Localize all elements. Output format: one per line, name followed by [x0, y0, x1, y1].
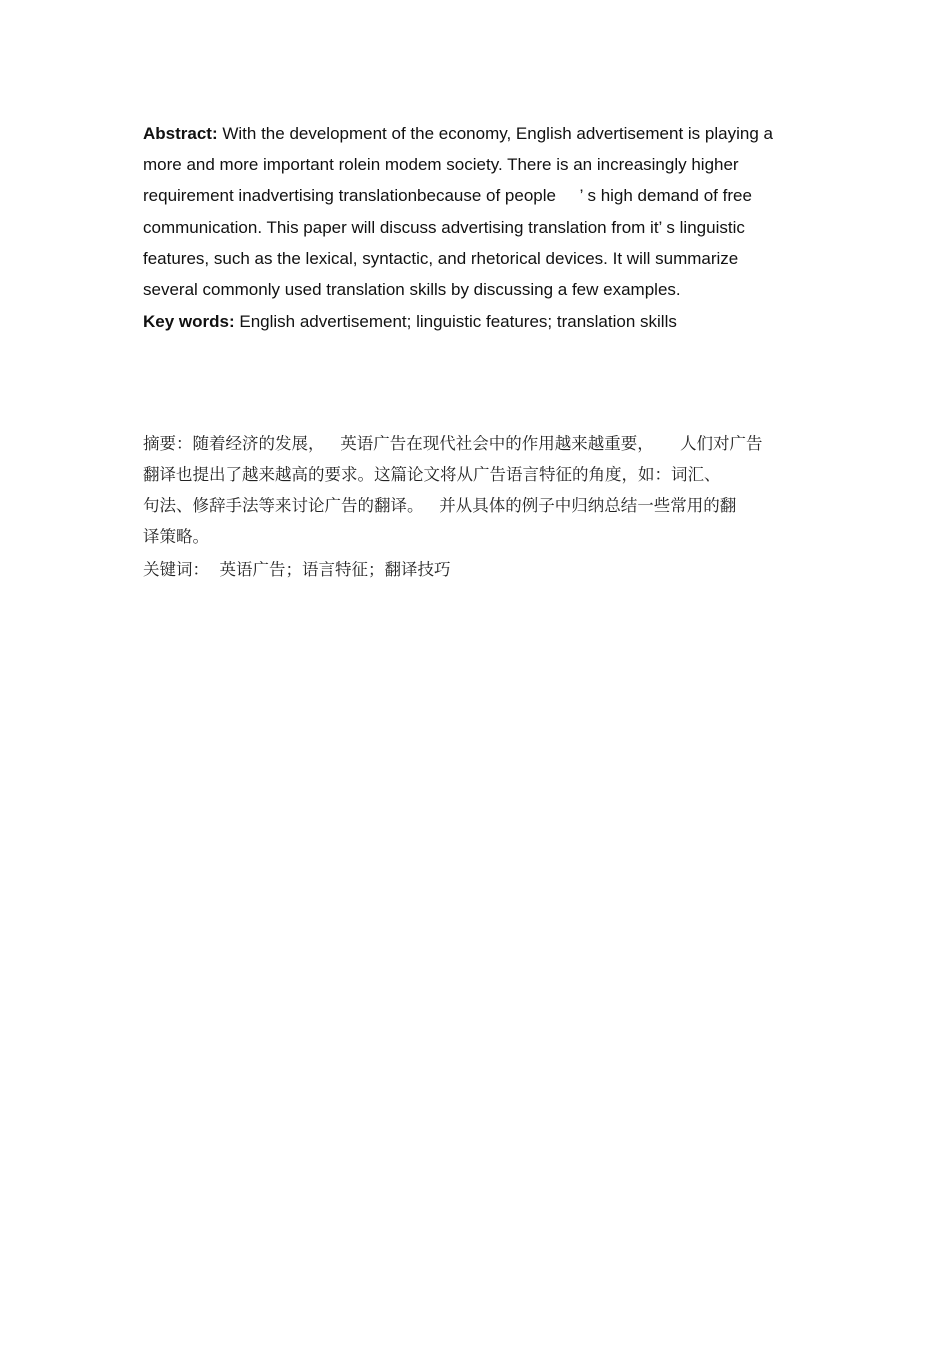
- zh-abstract-line-3: 句法、修辞手法等来讨论广告的翻译。 并从具体的例子中归纳总结一些常用的翻: [143, 496, 737, 515]
- english-keywords: [143, 306, 823, 337]
- abstract-line-5: features, such as the lexical, syntactic, and rhetorical devices. It will summarize: [143, 248, 739, 268]
- abstract-line-1: [143, 118, 823, 149]
- abstract-label: Abstract:: [143, 124, 218, 143]
- chinese-keywords: [143, 554, 808, 585]
- english-abstract: [143, 118, 823, 305]
- zh-abstract-line-4: 译策略。: [143, 527, 209, 546]
- abstract-line-3: requirement inadvertising translationbecause of people ’ s high demand of free: [143, 186, 752, 206]
- abstract-line-2: more and more important rolein modem society. There is an increasingly higher: [143, 155, 739, 175]
- keywords-text: English advertisement; linguistic features; translation skills: [239, 312, 677, 331]
- abstract-line-4: communication. This paper will discuss advertising translation from it’ s linguistic: [143, 217, 745, 237]
- zh-abstract-line-2: 翻译也提出了越来越高的要求。这篇论文将从广告语言特征的角度，如：词汇、: [143, 465, 721, 484]
- abstract-line-6: several commonly used translation skills by discussing a few examples.: [143, 280, 681, 300]
- keywords-label: Key words:: [143, 312, 235, 331]
- abstract-text-1: With the development of the economy, English advertisement is playing a: [222, 124, 773, 143]
- chinese-abstract: [143, 428, 808, 552]
- zh-keywords-line: 关键词： 英语广告；语言特征；翻译技巧: [143, 560, 451, 579]
- zh-abstract-line-1: 摘要：随着经济的发展， 英语广告在现代社会中的作用越来越重要， 人们对广告: [143, 434, 763, 453]
